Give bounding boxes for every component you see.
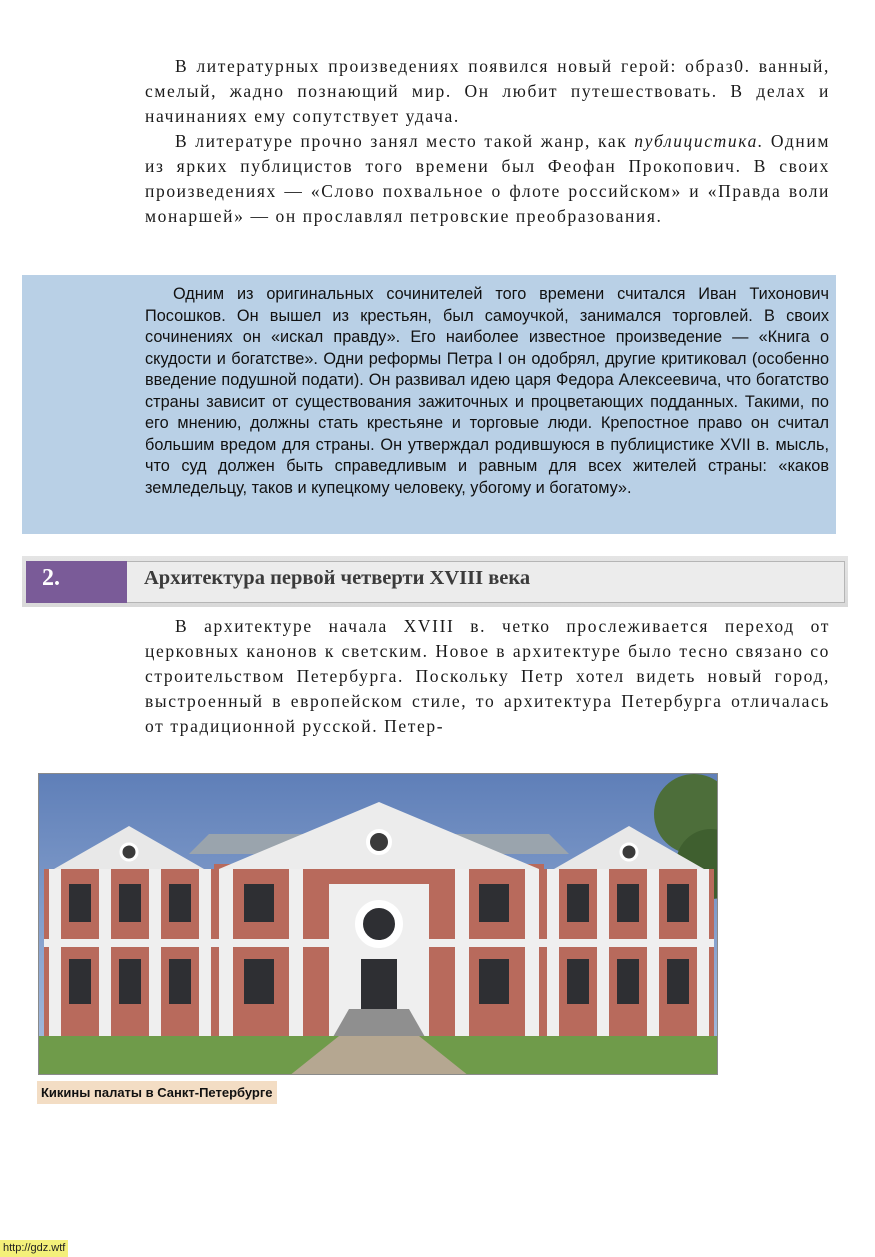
section-number: 2. (42, 565, 60, 591)
section-paragraph: В архитектуре начала XVIII в. четко прослеживается переход от церковных канонов к светским. Новое в архитектуре было тесно связано со строительством Петербурга. Поскольку Петр хотел видеть новый город, выстроенный в европейском стиле, то архитектура Петербурга отличалась от традиционной русской. Петер- (145, 616, 830, 736)
intro-paragraph-1: В литературных произведениях появился новый герой: образ0. ванный, смелый, жадно познающий мир. Он любит путешествовать. В делах и начинаниях ему сопутствует удача. (145, 56, 830, 126)
section-text (145, 614, 830, 739)
figure-caption: Кикины палаты в Санкт-Петербурге (37, 1081, 277, 1104)
section-title: Архитектура первой четверти XVIII века (144, 567, 531, 589)
term-publicistics: публицистика. (634, 131, 764, 151)
watermark-link[interactable]: http://gdz.wtf (0, 1240, 68, 1257)
intro-paragraph-2-end: Одним из ярких публицистов того времени был Феофан Прокопович. В своих произведениях — «Слово похвальное о флоте российском» и «Правда воли монаршей» — он прославлял петровские преобразования. (145, 131, 830, 226)
kikin-chambers-photo (38, 773, 718, 1075)
highlight-paragraph: Одним из оригинальных сочинителей того времени считался Иван Тихонович Посошков. Он вышел из крестьян, был самоучкой, занимался торговлей. В своих сочинениях он «искал правду». Его наиболее известное произведение — «Книга о скудости и богатстве». Одни реформы Петра I он одобрял, другие критиковал (особенно введение подушной подати). Он развивал идею царя Федора Алексеевича, что богатство страны зависит от существования зажиточных и процветающих подданных. Такими, по его мнению, должны стать крестьяне и торговые люди. Крепостное право он считал большим вредом для страны. Он утверждал родившуюся в публицистике XVII в. мысль, что суд должен быть справедливым и равным для всех жителей страны: «каков земледельцу, таков и купецкому человеку, убогому и богатому». (145, 285, 829, 497)
intro-paragraph-2-start: В литературе прочно занял место такой жанр, как (175, 131, 635, 151)
building-illustration (39, 774, 718, 1075)
intro-text (145, 54, 830, 229)
section-number-badge (26, 561, 127, 603)
intro-paragraph-2 (145, 129, 830, 229)
highlight-box-text (145, 284, 829, 499)
